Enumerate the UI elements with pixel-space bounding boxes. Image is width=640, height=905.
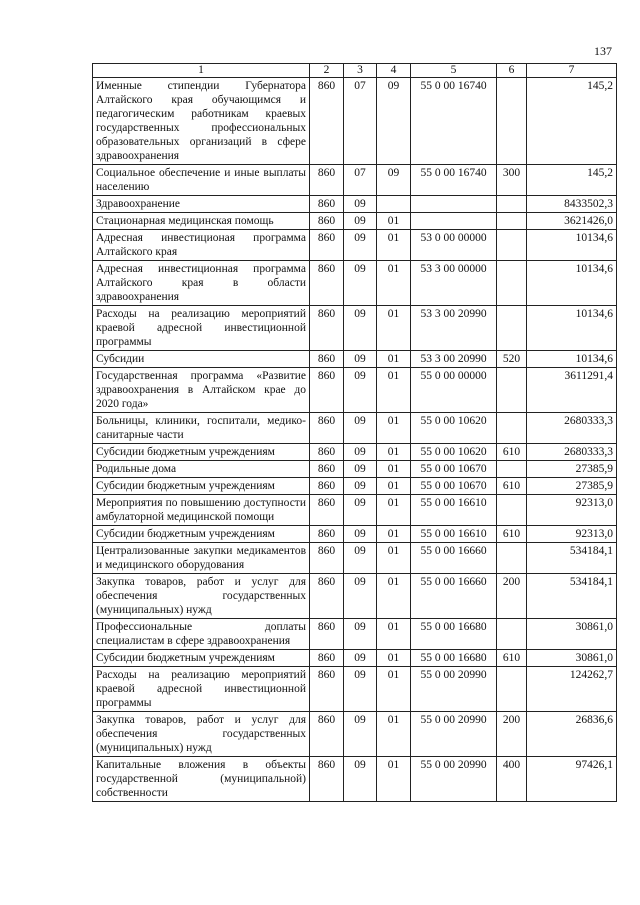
row-name-cell: Профессиональные доплаты специалистам в сфере здравоохранения	[93, 619, 310, 650]
row-subsection-cell: 01	[377, 461, 411, 478]
row-section-cell: 09	[344, 213, 377, 230]
row-expense-type-cell: 200	[497, 712, 527, 757]
row-subsection-cell: 01	[377, 526, 411, 543]
row-target-article-cell: 53 0 00 00000	[411, 230, 497, 261]
row-target-article-cell: 55 0 00 20990	[411, 757, 497, 802]
row-amount-cell: 145,2	[527, 78, 617, 165]
row-amount-cell: 534184,1	[527, 543, 617, 574]
row-expense-type-cell	[497, 306, 527, 351]
table-row	[93, 368, 617, 413]
row-section-cell: 09	[344, 495, 377, 526]
row-admin-code-cell: 860	[310, 495, 344, 526]
row-target-article-cell: 55 0 00 00000	[411, 368, 497, 413]
table-body	[93, 78, 617, 802]
row-section-cell: 09	[344, 712, 377, 757]
row-amount-cell: 30861,0	[527, 619, 617, 650]
column-header-3: 3	[344, 64, 377, 78]
row-amount-cell: 2680333,3	[527, 413, 617, 444]
row-name-cell: Субсидии	[93, 351, 310, 368]
row-subsection-cell: 01	[377, 444, 411, 461]
column-header-5: 5	[411, 64, 497, 78]
row-target-article-cell	[411, 213, 497, 230]
row-name-cell: Капитальные вложения в объекты государственной (муниципальной) собственности	[93, 757, 310, 802]
row-expense-type-cell	[497, 461, 527, 478]
row-name-cell: Социальное обеспечение и иные выплаты населению	[93, 165, 310, 196]
row-subsection-cell: 01	[377, 757, 411, 802]
row-section-cell: 09	[344, 368, 377, 413]
table-row	[93, 650, 617, 667]
table-row	[93, 495, 617, 526]
row-section-cell: 09	[344, 444, 377, 461]
row-section-cell: 09	[344, 574, 377, 619]
row-subsection-cell: 01	[377, 230, 411, 261]
budget-table	[92, 63, 617, 802]
row-amount-cell: 26836,6	[527, 712, 617, 757]
row-subsection-cell: 01	[377, 478, 411, 495]
row-section-cell: 09	[344, 413, 377, 444]
row-subsection-cell: 01	[377, 543, 411, 574]
row-expense-type-cell: 610	[497, 478, 527, 495]
row-expense-type-cell: 300	[497, 165, 527, 196]
row-subsection-cell: 01	[377, 650, 411, 667]
row-section-cell: 09	[344, 261, 377, 306]
row-target-article-cell: 55 0 00 20990	[411, 667, 497, 712]
row-name-cell: Субсидии бюджетным учреждениям	[93, 478, 310, 495]
column-header-7: 7	[527, 64, 617, 78]
row-expense-type-cell	[497, 619, 527, 650]
row-amount-cell: 10134,6	[527, 306, 617, 351]
row-target-article-cell: 53 3 00 20990	[411, 306, 497, 351]
row-admin-code-cell: 860	[310, 757, 344, 802]
row-section-cell: 09	[344, 619, 377, 650]
header-row	[93, 64, 617, 78]
row-amount-cell: 3611291,4	[527, 368, 617, 413]
row-expense-type-cell: 200	[497, 574, 527, 619]
row-subsection-cell: 01	[377, 712, 411, 757]
row-section-cell: 07	[344, 165, 377, 196]
row-name-cell: Стационарная медицинская помощь	[93, 213, 310, 230]
row-expense-type-cell: 610	[497, 650, 527, 667]
row-expense-type-cell	[497, 667, 527, 712]
row-name-cell: Адресная инвестиционная программа Алтайского края в области здравоохранения	[93, 261, 310, 306]
row-admin-code-cell: 860	[310, 712, 344, 757]
row-admin-code-cell: 860	[310, 351, 344, 368]
row-name-cell: Расходы на реализацию мероприятий краевой адресной инвестиционной программы	[93, 667, 310, 712]
row-admin-code-cell: 860	[310, 650, 344, 667]
row-target-article-cell: 55 0 00 16660	[411, 574, 497, 619]
row-target-article-cell: 55 0 00 16610	[411, 526, 497, 543]
row-subsection-cell: 01	[377, 368, 411, 413]
table-row	[93, 78, 617, 165]
row-name-cell: Родильные дома	[93, 461, 310, 478]
table-row	[93, 306, 617, 351]
table-row	[93, 574, 617, 619]
table-row	[93, 619, 617, 650]
row-name-cell: Государственная программа «Развитие здравоохранения в Алтайском крае до 2020 года»	[93, 368, 310, 413]
row-expense-type-cell: 400	[497, 757, 527, 802]
table-row	[93, 526, 617, 543]
row-name-cell: Мероприятия по повышению доступности амбулаторной медицинской помощи	[93, 495, 310, 526]
row-target-article-cell: 55 0 00 16740	[411, 165, 497, 196]
row-name-cell: Здравоохранение	[93, 196, 310, 213]
row-subsection-cell: 01	[377, 574, 411, 619]
row-subsection-cell: 09	[377, 165, 411, 196]
row-name-cell: Субсидии бюджетным учреждениям	[93, 650, 310, 667]
row-expense-type-cell	[497, 495, 527, 526]
row-target-article-cell: 53 3 00 20990	[411, 351, 497, 368]
row-subsection-cell: 01	[377, 306, 411, 351]
row-expense-type-cell: 610	[497, 526, 527, 543]
row-amount-cell: 10134,6	[527, 351, 617, 368]
row-name-cell: Централизованные закупки медикаментов и медицинского оборудования	[93, 543, 310, 574]
row-admin-code-cell: 860	[310, 574, 344, 619]
table-row	[93, 543, 617, 574]
table-row	[93, 213, 617, 230]
row-target-article-cell: 55 0 00 10670	[411, 461, 497, 478]
row-name-cell: Субсидии бюджетным учреждениям	[93, 526, 310, 543]
row-subsection-cell: 01	[377, 213, 411, 230]
column-header-4: 4	[377, 64, 411, 78]
row-amount-cell: 124262,7	[527, 667, 617, 712]
row-admin-code-cell: 860	[310, 230, 344, 261]
row-subsection-cell: 01	[377, 619, 411, 650]
row-admin-code-cell: 860	[310, 444, 344, 461]
row-name-cell: Закупка товаров, работ и услуг для обеспечения государственных (муниципальных) нужд	[93, 574, 310, 619]
row-section-cell: 09	[344, 526, 377, 543]
row-target-article-cell	[411, 196, 497, 213]
row-target-article-cell: 55 0 00 10620	[411, 413, 497, 444]
table-row	[93, 196, 617, 213]
row-section-cell: 09	[344, 230, 377, 261]
row-subsection-cell: 09	[377, 78, 411, 165]
table-row	[93, 413, 617, 444]
row-admin-code-cell: 860	[310, 213, 344, 230]
table-row	[93, 712, 617, 757]
row-section-cell: 09	[344, 757, 377, 802]
row-admin-code-cell: 860	[310, 306, 344, 351]
row-expense-type-cell	[497, 413, 527, 444]
row-admin-code-cell: 860	[310, 667, 344, 712]
row-amount-cell: 10134,6	[527, 261, 617, 306]
row-expense-type-cell	[497, 230, 527, 261]
row-admin-code-cell: 860	[310, 196, 344, 213]
table-row	[93, 461, 617, 478]
row-target-article-cell: 53 3 00 00000	[411, 261, 497, 306]
row-section-cell: 09	[344, 351, 377, 368]
row-amount-cell: 97426,1	[527, 757, 617, 802]
page-number: 137	[594, 44, 612, 58]
row-name-cell: Закупка товаров, работ и услуг для обеспечения государственных (муниципальных) нужд	[93, 712, 310, 757]
row-admin-code-cell: 860	[310, 526, 344, 543]
row-admin-code-cell: 860	[310, 478, 344, 495]
table-row	[93, 165, 617, 196]
table-row	[93, 351, 617, 368]
row-subsection-cell: 01	[377, 667, 411, 712]
row-expense-type-cell	[497, 196, 527, 213]
row-expense-type-cell	[497, 213, 527, 230]
row-subsection-cell	[377, 196, 411, 213]
row-amount-cell: 145,2	[527, 165, 617, 196]
row-section-cell: 09	[344, 306, 377, 351]
row-subsection-cell: 01	[377, 495, 411, 526]
row-target-article-cell: 55 0 00 20990	[411, 712, 497, 757]
row-section-cell: 09	[344, 461, 377, 478]
row-subsection-cell: 01	[377, 261, 411, 306]
table-row	[93, 230, 617, 261]
row-admin-code-cell: 860	[310, 461, 344, 478]
row-target-article-cell: 55 0 00 16680	[411, 650, 497, 667]
row-target-article-cell: 55 0 00 16740	[411, 78, 497, 165]
table-row	[93, 478, 617, 495]
row-name-cell: Субсидии бюджетным учреждениям	[93, 444, 310, 461]
row-admin-code-cell: 860	[310, 368, 344, 413]
row-subsection-cell: 01	[377, 413, 411, 444]
row-amount-cell: 534184,1	[527, 574, 617, 619]
row-target-article-cell: 55 0 00 16610	[411, 495, 497, 526]
row-admin-code-cell: 860	[310, 543, 344, 574]
row-section-cell: 09	[344, 667, 377, 712]
row-target-article-cell: 55 0 00 10620	[411, 444, 497, 461]
row-expense-type-cell	[497, 78, 527, 165]
row-amount-cell: 2680333,3	[527, 444, 617, 461]
row-amount-cell: 8433502,3	[527, 196, 617, 213]
row-name-cell: Адресная инвестиционая программа Алтайского края	[93, 230, 310, 261]
row-target-article-cell: 55 0 00 16660	[411, 543, 497, 574]
row-section-cell: 07	[344, 78, 377, 165]
row-section-cell: 09	[344, 478, 377, 495]
row-section-cell: 09	[344, 543, 377, 574]
table-row	[93, 667, 617, 712]
row-admin-code-cell: 860	[310, 619, 344, 650]
row-admin-code-cell: 860	[310, 78, 344, 165]
column-header-2: 2	[310, 64, 344, 78]
row-subsection-cell: 01	[377, 351, 411, 368]
row-name-cell: Больницы, клиники, госпитали, медико-санитарные части	[93, 413, 310, 444]
row-name-cell: Расходы на реализацию мероприятий краевой адресной инвестиционной программы	[93, 306, 310, 351]
row-admin-code-cell: 860	[310, 413, 344, 444]
row-target-article-cell: 55 0 00 16680	[411, 619, 497, 650]
row-admin-code-cell: 860	[310, 165, 344, 196]
row-section-cell: 09	[344, 196, 377, 213]
row-admin-code-cell: 860	[310, 261, 344, 306]
row-section-cell: 09	[344, 650, 377, 667]
table-row	[93, 261, 617, 306]
row-amount-cell: 10134,6	[527, 230, 617, 261]
row-expense-type-cell: 610	[497, 444, 527, 461]
row-amount-cell: 3621426,0	[527, 213, 617, 230]
row-amount-cell: 92313,0	[527, 526, 617, 543]
row-expense-type-cell: 520	[497, 351, 527, 368]
row-amount-cell: 30861,0	[527, 650, 617, 667]
row-amount-cell: 27385,9	[527, 478, 617, 495]
row-amount-cell: 92313,0	[527, 495, 617, 526]
column-header-6: 6	[497, 64, 527, 78]
table-row	[93, 757, 617, 802]
row-amount-cell: 27385,9	[527, 461, 617, 478]
row-expense-type-cell	[497, 368, 527, 413]
column-header-1: 1	[93, 64, 310, 78]
row-target-article-cell: 55 0 00 10670	[411, 478, 497, 495]
row-expense-type-cell	[497, 261, 527, 306]
row-expense-type-cell	[497, 543, 527, 574]
row-name-cell: Именные стипендии Губернатора Алтайского края обучающимся и педагогическим работникам краевых государственных профессиональных образовательных организаций в сфере здравоохранения	[93, 78, 310, 165]
table-row	[93, 444, 617, 461]
